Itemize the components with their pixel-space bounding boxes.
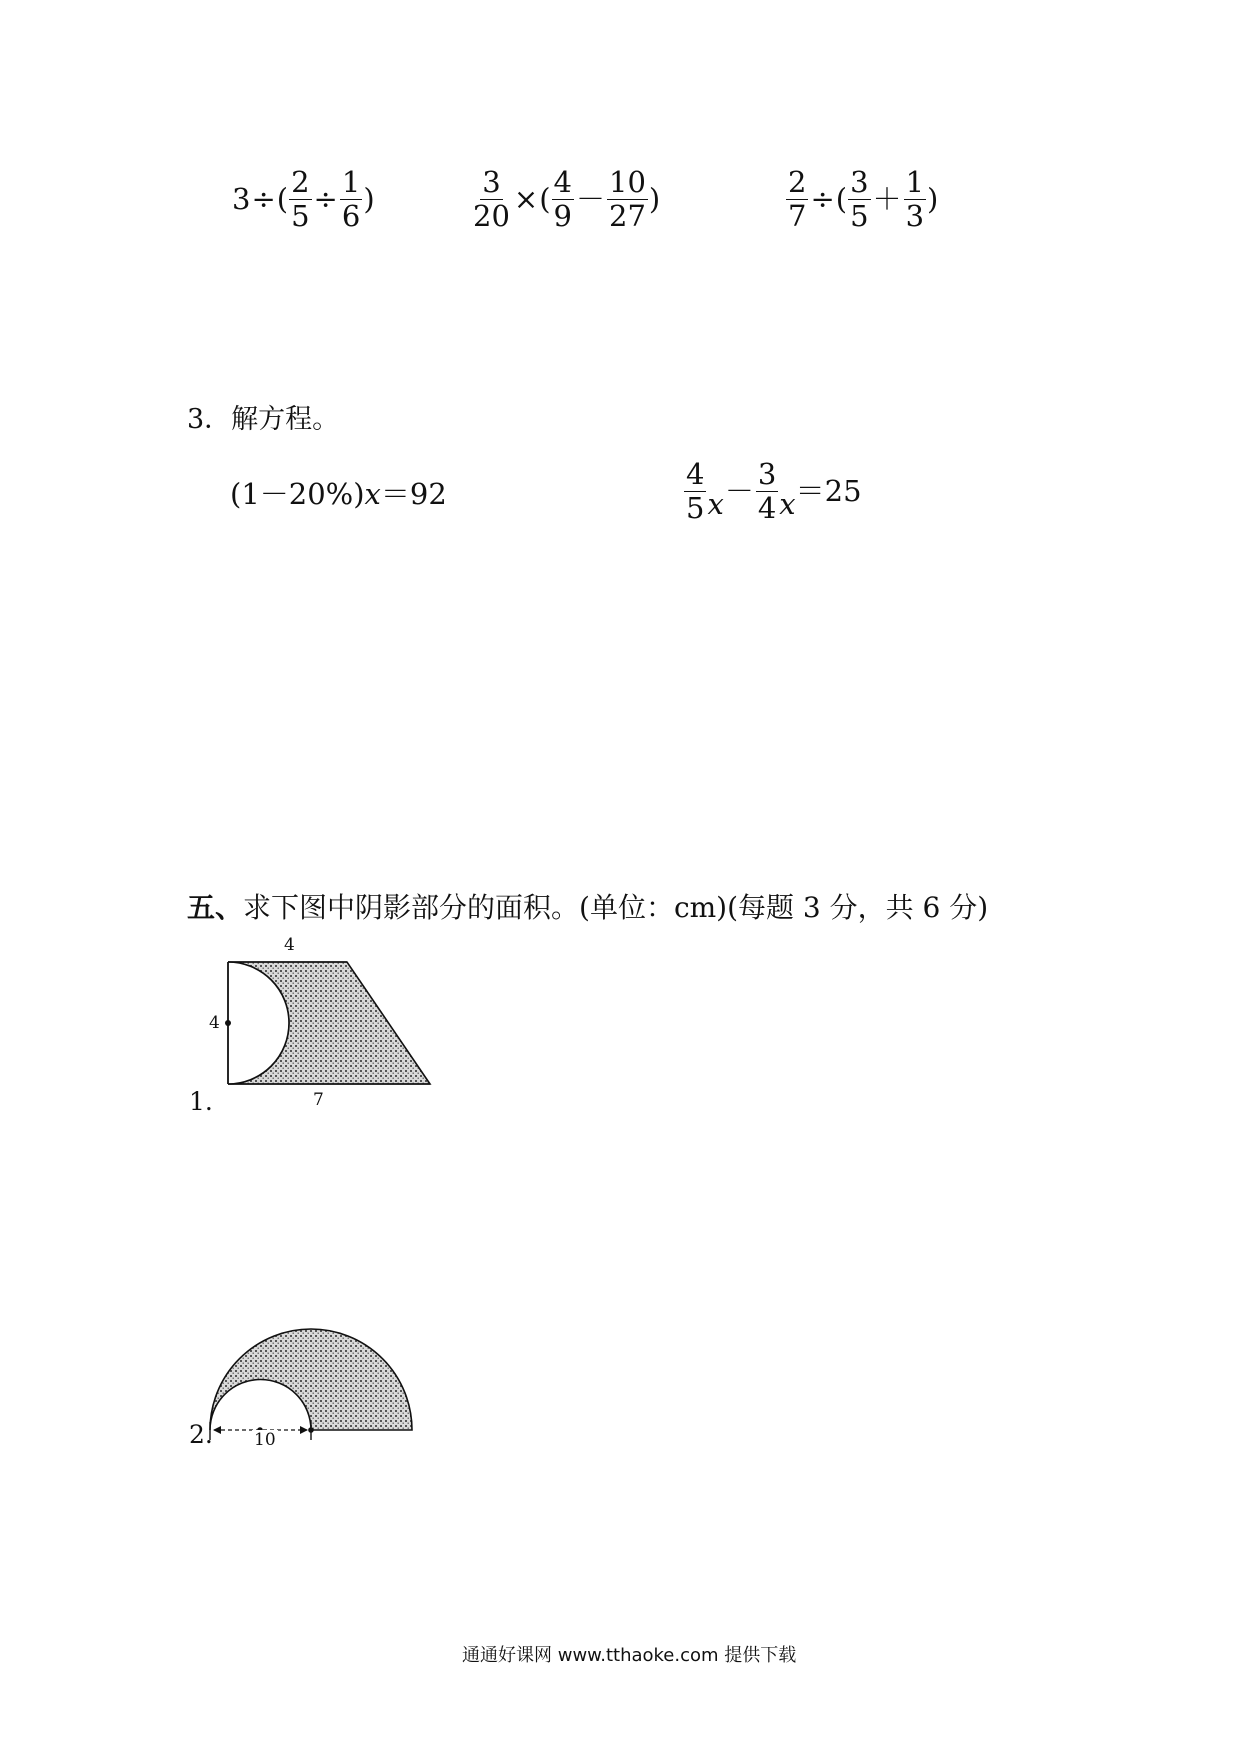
divide-sign: ÷ [810,182,835,216]
arrow-left [213,1426,221,1434]
multiply-sign: × [513,182,539,216]
figure-2 [180,1300,440,1450]
equation-1 [230,477,447,511]
minus-sign: － [576,182,606,216]
figure-1-bottom-label: 7 [313,1090,324,1110]
equation-right: ＝25 [795,474,862,508]
variable: x [364,477,381,511]
fraction: $\frac{10}{27}$ [609,165,646,233]
divide-sign: ÷ [251,182,276,216]
paren: ( [539,182,551,216]
section-title-text: 求下图中阴影部分的面积。(单位：cm)(每题 3 分，共 6 分) [243,891,989,924]
paren: ) [648,182,661,216]
fraction: $\frac{4}{5}$ [686,457,705,525]
plus-sign: ＋ [872,182,902,216]
arrow-right [300,1426,308,1434]
expression-1 [232,165,375,233]
end-dot [308,1427,314,1433]
expression-3 [785,165,939,233]
section-number: 五、 [187,891,244,924]
equation-left: (1－20%) [230,477,365,511]
fraction: $\frac{2}{5}$ [291,165,310,233]
fraction: $\frac{1}{3}$ [905,165,925,233]
fraction: $\frac{3}{20}$ [473,165,510,233]
shaded-region [210,1329,412,1430]
divide-sign: ÷ [313,182,338,216]
figure-1-number: 1. [189,1087,213,1116]
variable: x [707,487,724,521]
number: 3 [232,182,251,216]
equation-2 [683,457,862,525]
footer-text: 通通好课网 www.tthaoke.com 提供下载 [462,1645,797,1666]
paren: ( [835,182,848,216]
expression-2 [470,165,661,233]
paren: ( [276,182,289,216]
fraction: $\frac{3}{5}$ [850,165,869,233]
paren: ) [927,182,939,216]
section-5-title [187,886,988,926]
figure-2-number: 2. [189,1420,213,1449]
fraction: $\frac{1}{6}$ [341,165,361,233]
fraction: $\frac{4}{9}$ [553,165,572,233]
center-dot [225,1020,231,1026]
question-3-label: 3．解方程。 [187,404,340,435]
figure-1-top-label: 4 [284,935,295,955]
minus-sign: － [724,474,754,508]
figure-2-diameter-label: 10 [254,1430,276,1450]
variable: x [779,487,796,521]
fraction: $\frac{2}{7}$ [788,165,807,233]
paren: ) [363,182,375,216]
figure-1-left-label: 4 [209,1013,220,1033]
equation-right: ＝92 [380,477,447,511]
fraction: $\frac{3}{4}$ [757,457,777,525]
